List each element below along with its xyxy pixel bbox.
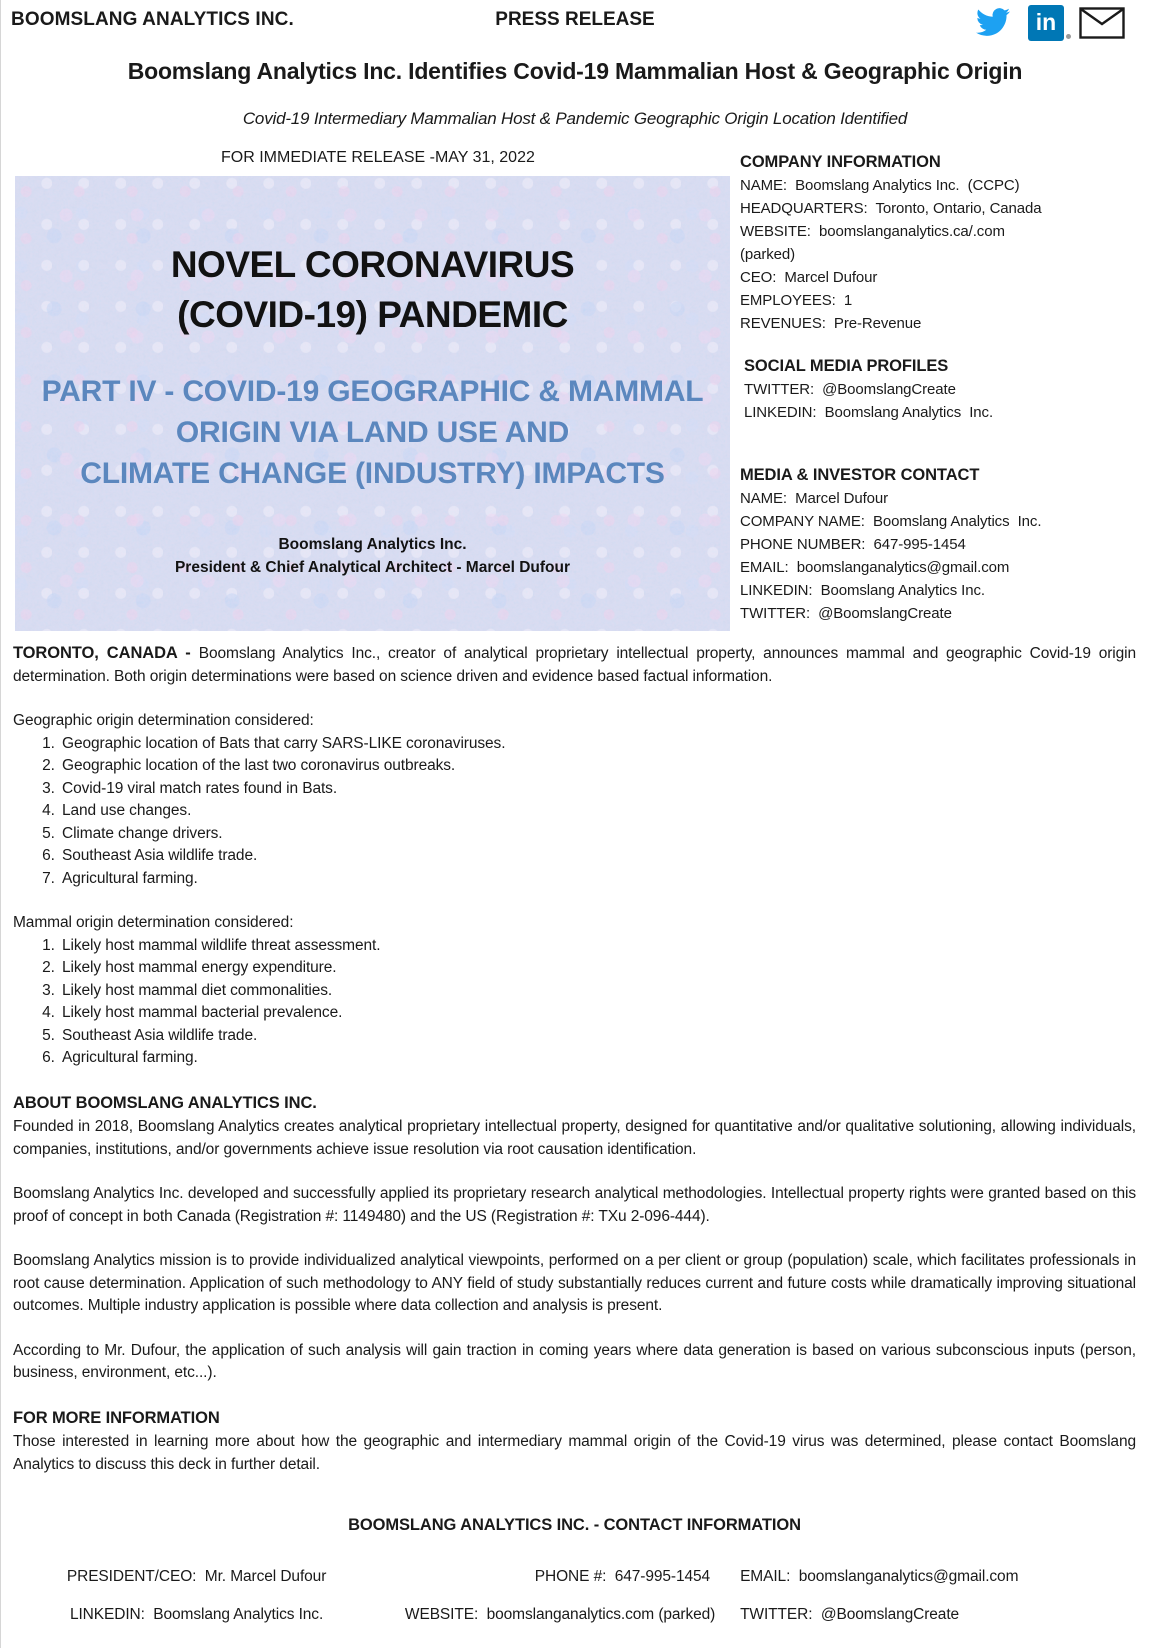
subheadline: Covid-19 Intermediary Mammalian Host & Pandemic Geographic Origin Location Identified — [242, 109, 908, 128]
headline: Boomslang Analytics Inc. Identifies Covid-19 Mammalian Host & Geographic Origin — [127, 58, 1023, 84]
company-brand: BOOMSLANG ANALYTICS INC. — [11, 9, 294, 30]
list-item: 5. Southeast Asia wildlife trade. — [59, 1025, 1136, 1048]
about-paragraph: Boomslang Analytics mission is to provide individualized analytical viewpoints, performed on a per client or group (population) scale, which facilitates professionals in root cause determination. Application of such methodology to ANY field of study substantially reduces current and future costs while dramatically improving situational outcomes. Multiple industry application is possible where data collection and analysis is present. — [13, 1252, 1136, 1314]
footer-contact-cell: LINKEDIN: Boomslang Analytics Inc. — [69, 1606, 324, 1623]
list-item: 2. Geographic location of the last two coronavirus outbreaks. — [59, 755, 1136, 778]
list-item: 4. Likely host mammal bacterial prevalence. — [59, 1002, 1136, 1025]
mammal-list — [13, 935, 1136, 1070]
press-release-label: PRESS RELEASE — [495, 9, 655, 30]
footer-contact-cell: PRESIDENT/CEO: Mr. Marcel Dufour — [66, 1567, 327, 1585]
info-line: WEBSITE: boomslanganalytics.ca/.com — [740, 223, 1005, 240]
social-media-heading: SOCIAL MEDIA PROFILES — [744, 357, 949, 375]
social-icon-bar — [973, 5, 1125, 41]
about-paragraph: Boomslang Analytics Inc. developed and successfully applied its proprietary research analytical methodologies. Intellectual property rights were granted based on this proof of concept in both Canada (Registration #: 1149480) and the US (Registration #: TXu 2-096-444). — [13, 1185, 1136, 1225]
list-item: 1. Geographic location of Bats that carry SARS-LIKE coronaviruses. — [59, 733, 1136, 756]
release-date-line: FOR IMMEDIATE RELEASE -MAY 31, 2022 — [221, 149, 535, 166]
footer-contact-row-2 — [13, 1604, 1136, 1627]
about-heading: ABOUT BOOMSLANG ANALYTICS INC. — [13, 1093, 317, 1112]
info-line: EMPLOYEES: 1 — [740, 292, 853, 309]
media-contact-heading: MEDIA & INVESTOR CONTACT — [740, 466, 980, 484]
company-information-section — [740, 150, 1144, 335]
dateline-paragraph — [13, 642, 1136, 688]
info-line: PHONE NUMBER: 647-995-1454 — [740, 536, 966, 553]
company-information-lines — [740, 174, 1144, 335]
footer-contact-cell: EMAIL: boomslanganalytics@gmail.com — [740, 1567, 1019, 1585]
page-header — [11, 5, 1139, 49]
info-line: TWITTER: @BoomslangCreate — [744, 381, 956, 398]
poster-part-heading: PART IV - COVID-19 GEOGRAPHIC & MAMMAL ORIGIN VIA LAND USE AND CLIMATE CHANGE (INDUSTRY) IMPACTS — [41, 375, 704, 490]
about-paragraphs — [13, 1116, 1136, 1385]
info-line: (parked) — [740, 246, 796, 263]
dateline: TORONTO, CANADA - — [13, 644, 199, 662]
media-contact-section — [740, 463, 1144, 625]
info-line: LINKEDIN: Boomslang Analytics Inc. — [740, 582, 985, 599]
more-info-heading: FOR MORE INFORMATION — [13, 1408, 220, 1427]
info-line: COMPANY NAME: Boomslang Analytics Inc. — [740, 513, 1042, 530]
geographic-list-title: Geographic origin determination considered: — [13, 712, 314, 729]
email-icon[interactable] — [1079, 7, 1125, 39]
footer-contact-heading: BOOMSLANG ANALYTICS INC. - CONTACT INFORMATION — [348, 1516, 801, 1534]
info-line: EMAIL: boomslanganalytics@gmail.com — [740, 559, 1010, 576]
media-contact-lines — [740, 487, 1144, 625]
list-item: 2. Likely host mammal energy expenditure. — [59, 957, 1136, 980]
about-paragraph: According to Mr. Dufour, the application of such analysis will gain traction in coming years where data generation is based on various subconscious inputs (person, business, environment, etc...). — [13, 1341, 1136, 1381]
article-body — [13, 642, 1136, 1627]
poster-title: NOVEL CORONAVIRUS (COVID-19) PANDEMIC — [170, 244, 575, 335]
list-item: 1. Likely host mammal wildlife threat assessment. — [59, 935, 1136, 958]
list-item: 3. Covid-19 viral match rates found in Bats. — [59, 778, 1136, 801]
poster-credit: Boomslang Analytics Inc. President & Chief Analytical Architect - Marcel Dufour — [174, 536, 571, 576]
info-line: NAME: Marcel Dufour — [740, 490, 889, 507]
dateline-text: Boomslang Analytics Inc., creator of analytical proprietary intellectual property, announces mammal and geographic Covid-19 origin determination. Both origin determinations were based on science driven and evidence based factual information. — [13, 645, 1137, 685]
cover-image — [15, 176, 730, 631]
list-item: 7. Agricultural farming. — [59, 868, 1136, 891]
social-media-lines — [744, 378, 1144, 424]
info-column — [740, 150, 1144, 625]
footer-contact-cell: PHONE #: 647-995-1454 — [534, 1567, 711, 1585]
more-info-paragraph: Those interested in learning more about how the geographic and intermediary mammal origin of the Covid-19 virus was determined, please contact Boomslang Analytics to discuss this deck in further detail. — [13, 1433, 1136, 1473]
geographic-list — [13, 733, 1136, 891]
info-line: TWITTER: @BoomslangCreate — [740, 605, 952, 622]
info-line: LINKEDIN: Boomslang Analytics Inc. — [744, 404, 994, 421]
list-item: 6. Southeast Asia wildlife trade. — [59, 845, 1136, 868]
list-item: 6. Agricultural farming. — [59, 1047, 1136, 1070]
linkedin-icon[interactable]: in — [1028, 5, 1064, 41]
list-item: 5. Climate change drivers. — [59, 823, 1136, 846]
info-line: REVENUES: Pre-Revenue — [740, 315, 922, 332]
info-line: CEO: Marcel Dufour — [740, 269, 878, 286]
footer-contact-cell: TWITTER: @BoomslangCreate — [740, 1606, 960, 1623]
info-line: HEADQUARTERS: Toronto, Ontario, Canada — [740, 200, 1042, 217]
mammal-list-title: Mammal origin determination considered: — [13, 914, 294, 931]
about-paragraph: Founded in 2018, Boomslang Analytics creates analytical proprietary intellectual property, designed for quantitative and/or qualitative solutioning, allowing individuals, companies, institutions, and/or governments achieve issue resolution via root causation identification. — [13, 1118, 1136, 1158]
social-media-section — [740, 354, 1144, 424]
list-item: 3. Likely host mammal diet commonalities. — [59, 980, 1136, 1003]
footer-contact-row-1 — [13, 1566, 1136, 1589]
info-line: NAME: Boomslang Analytics Inc. (CCPC) — [740, 177, 1020, 194]
twitter-icon[interactable] — [973, 5, 1013, 39]
list-item: 4. Land use changes. — [59, 800, 1136, 823]
poster-content — [15, 176, 730, 579]
company-information-heading: COMPANY INFORMATION — [740, 153, 941, 171]
footer-contact-cell: WEBSITE: boomslanganalytics.com (parked) — [404, 1606, 716, 1623]
